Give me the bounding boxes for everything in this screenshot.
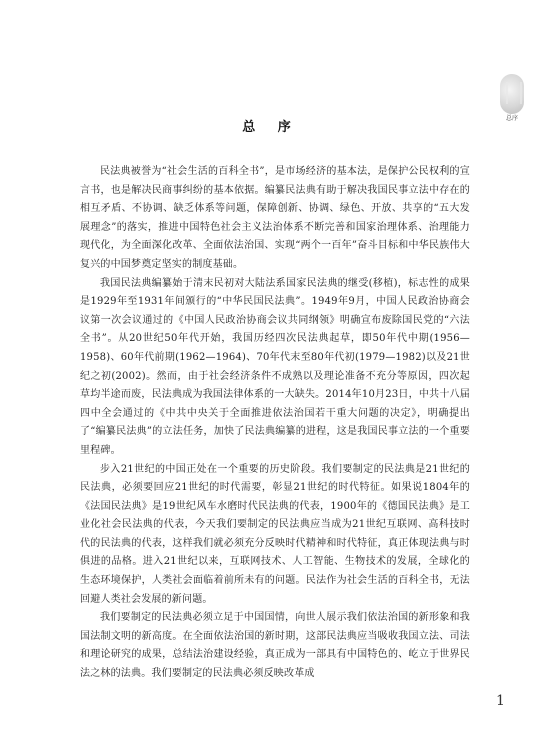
section-tab-label: 总序	[505, 115, 518, 122]
page-number: 1	[496, 693, 505, 709]
section-tab-decoration	[506, 82, 522, 104]
paragraph: 民法典被誉为“社会生活的百科全书”，是市场经济的基本法，是保护公民权利的宣言书，也是解决民商事纠纷的基本依据。编纂民法典有助于解决我国民事立法中存在的相互矛盾、不协调、缺乏体系等问题，保障创新、协调、绿色、开放、共享的“五大发展理念”的落实，推进中国特色社会主义法治体系不断完善和国家治理体系、治理能力现代化，为全面深化改革、全面依法治国、实现“两个一百年”奋斗目标和中华民族伟大复兴的中国梦奠定坚实的制度基础。	[80, 166, 470, 270]
page-title: 总 序	[242, 120, 300, 135]
paragraph: 我们要制定的民法典必须立足于中国国情，向世人展示我们依法治国的新形象和我国法制文明的新高度。在全面依法治国的新时期，这部民法典应当吸收我国立法、司法和理论研究的成果，总结法治建设经验，真正成为一部具有中国特色的、屹立于世界民法之林的法典。我们要制定的民法典必须反映改革成	[80, 612, 470, 680]
paragraph: 步入21世纪的中国正处在一个重要的历史阶段。我们要制定的民法典是21世纪的民法典，必须要回应21世纪的时代需要，彰显21世纪的时代特征。如果说1804年的《法国民法典》是19世纪风车水磨时代民法典的代表，1900年的《德国民法典》是工业化社会民法典的代表，今天我们要制定的民法典应当成为21世纪互联网、高科技时代的民法典的代表，这样我们就必须充分反映时代精神和时代特征，真正体现法典与时俱进的品格。进入21世纪以来，互联网技术、人工智能、生物技术的发展，全球化的生态环境保护，人类社会面临着前所未有的问题。民法作为社会生活的百科全书，无法回避人类社会发展的新问题。	[80, 463, 470, 605]
body-text	[80, 163, 470, 684]
paragraph: 我国民法典编纂始于清末民初对大陆法系国家民法典的继受(移植)，标志性的成果是1929年至1931年间颁行的“中华民国民法典”。1949年9月，中国人民政治协商会议第一次会议通过的《中国人民政治协商会议共同纲领》明确宣布废除国民党的“六法全书”。从20世纪50年代开始，我国历经四次民法典起草，即50年代中期(1956—1958)、60年代前期(1962—1964)、70年代末至80年代初(1979—1982)以及21世纪之初(2002)。然而，由于社会经济条件不成熟以及理论准备不充分等原因，四次起草均半途而废，民法典成为我国法律体系的一大缺失。2014年10月23日，中共十八届四中全会通过的《中共中央关于全面推进依法治国若干重大问题的决定》，明确提出了“编纂民法典”的立法任务，加快了民法典编纂的进程，这是我国民事立法的一个重要里程碑。	[80, 277, 470, 456]
